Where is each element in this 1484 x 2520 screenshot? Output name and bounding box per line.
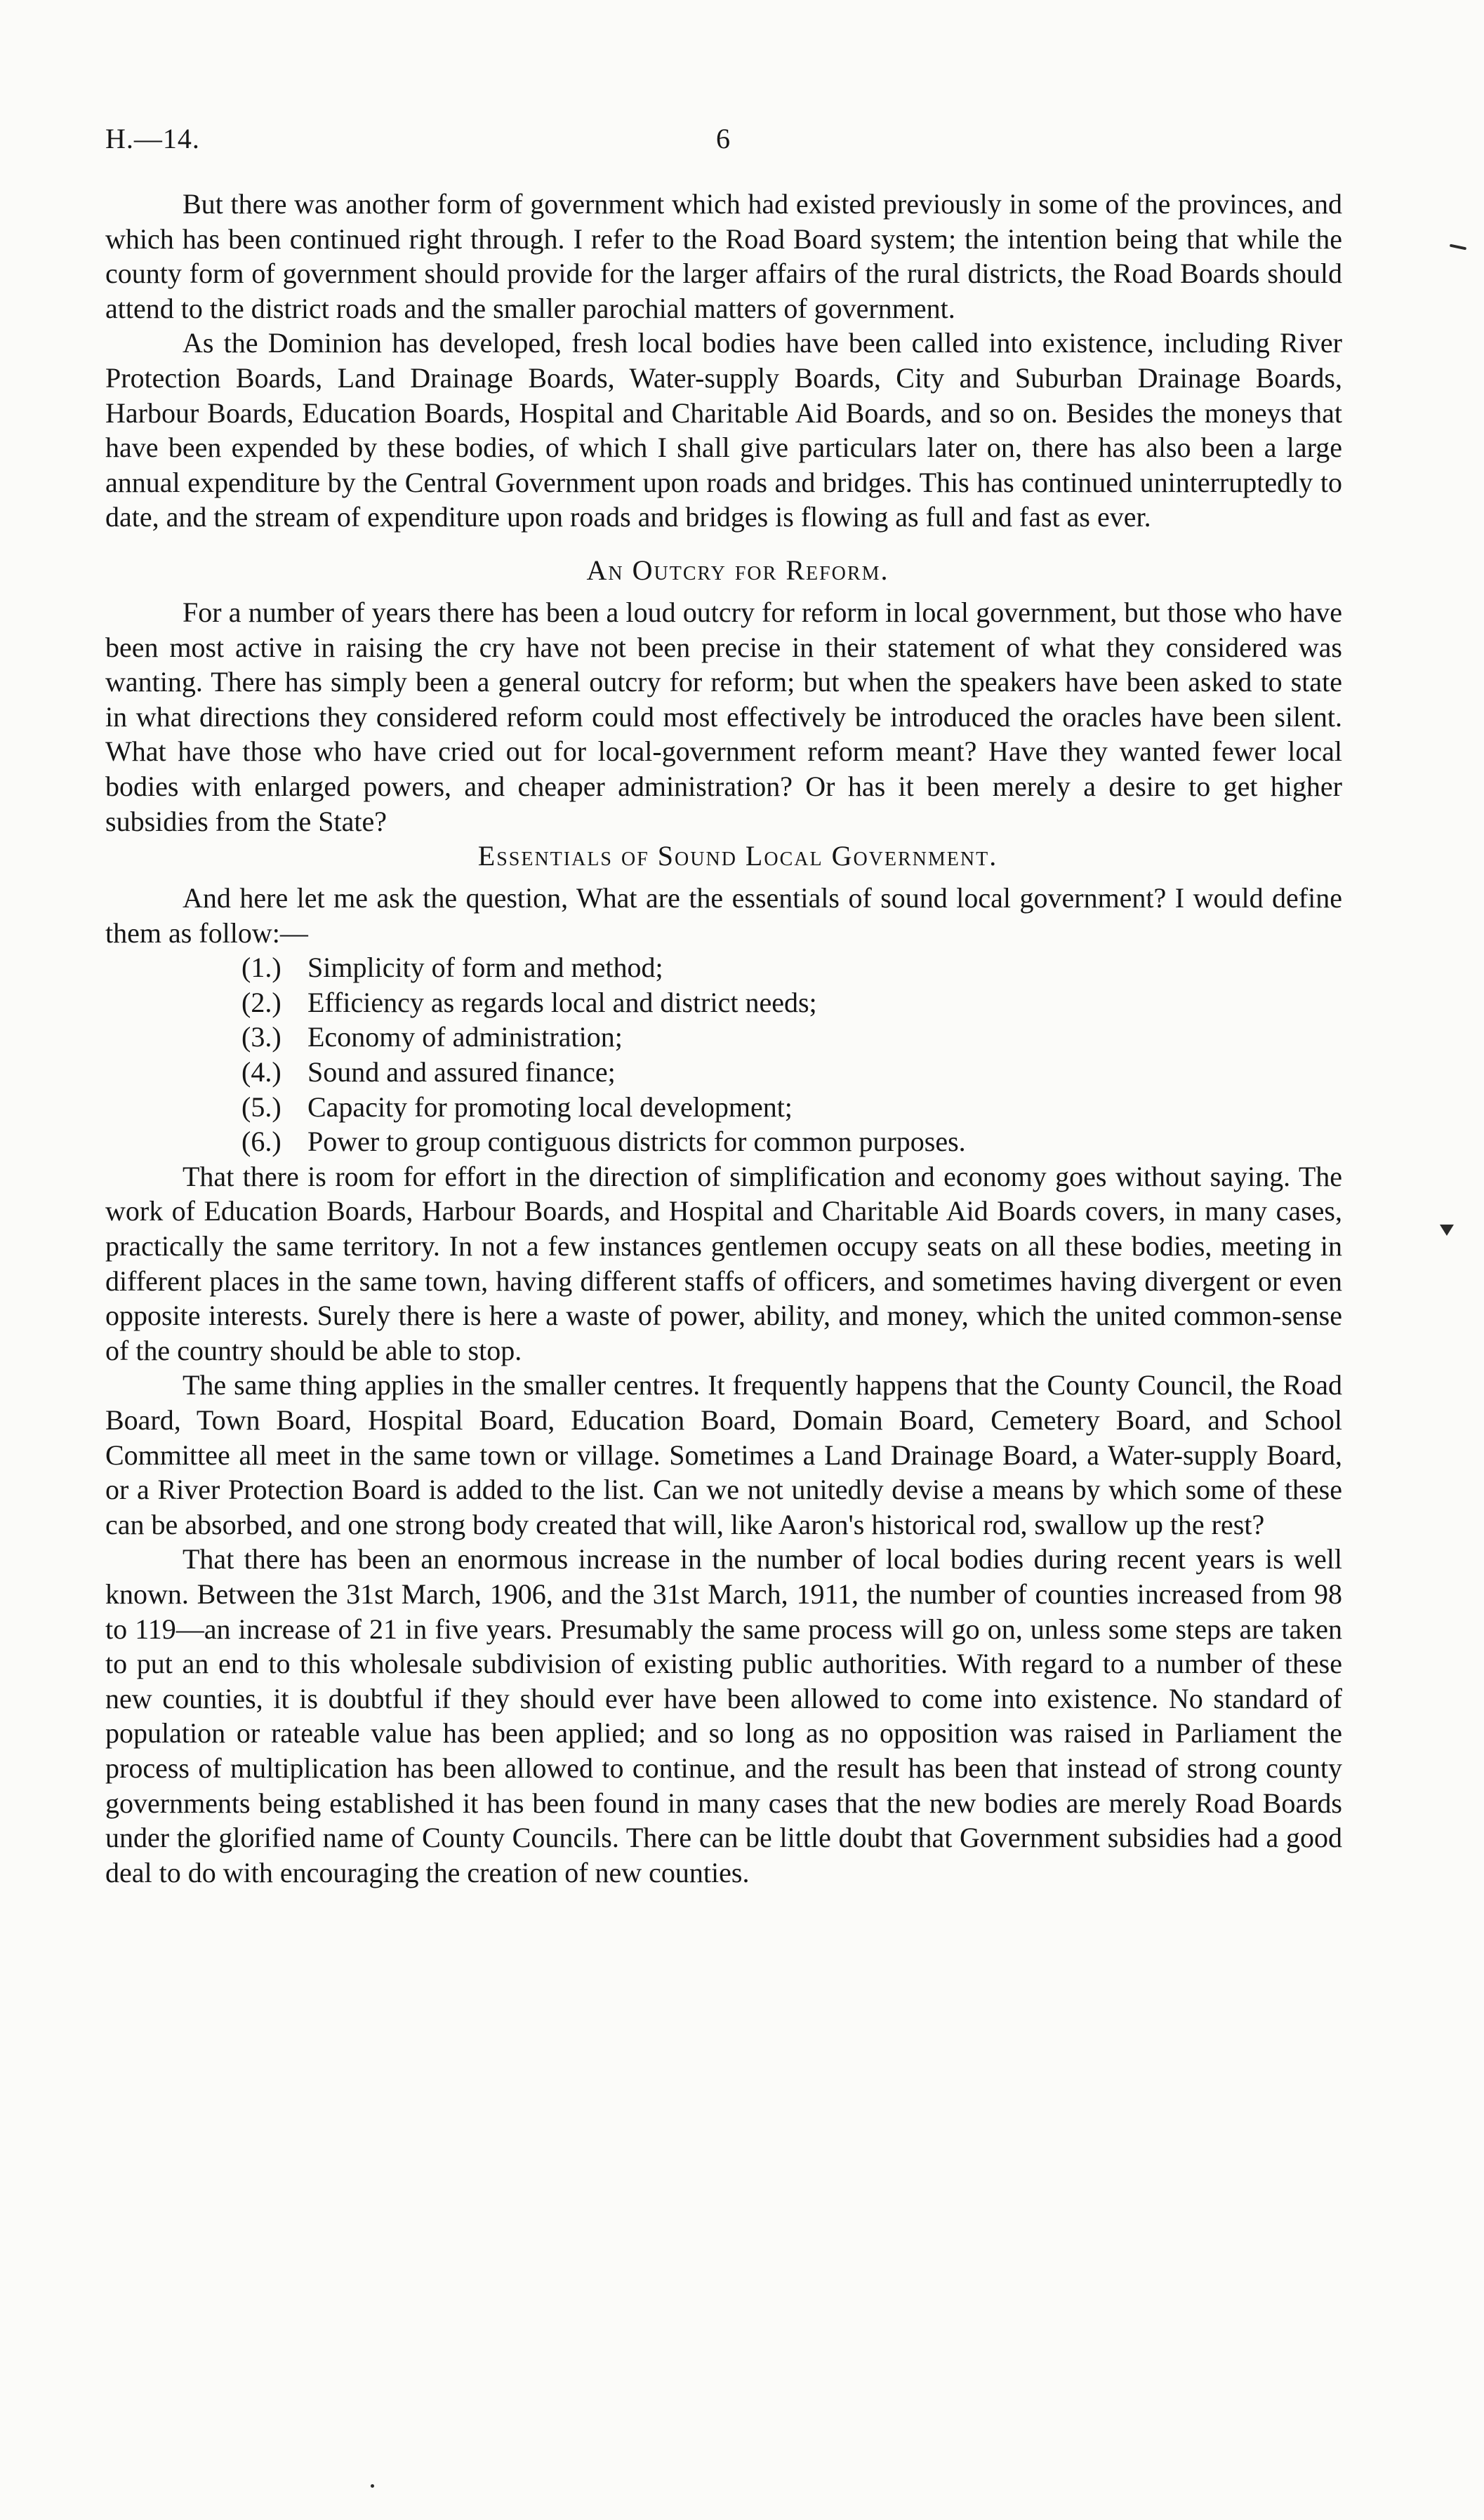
paragraph-simplification: That there is room for effort in the direction of simplification and economy goes without saying. The work of Education Boards, Harbour Boards, and Hospital and Charitable Aid Boards covers, in many cases, practically the same territory. In not a few instances gentlemen occupy seats on all these bodies, meeting in different places in the same town, having different staffs of officers, and sometimes having divergent or even opposite interests. Surely there is here a waste of power, ability, and money, which the united common-sense of the country should be able to stop.: [105, 1160, 1342, 1366]
list-item-text: Capacity for promoting local development;: [307, 1091, 793, 1123]
heading-outcry-for-reform: An Outcry for Reform.: [586, 554, 889, 586]
list-item-number: (4.): [241, 1056, 281, 1088]
list-item-text: Power to group contiguous districts for common purposes.: [307, 1126, 966, 1158]
heading-essentials: Essentials of Sound Local Government.: [477, 840, 998, 872]
list-item-number: (2.): [241, 986, 281, 1018]
list-item-number: (1.): [241, 952, 281, 984]
list-item-number: (3.): [241, 1021, 281, 1053]
page-number: 6: [716, 123, 730, 154]
list-item: [241, 1020, 1342, 1055]
body-text: [105, 187, 1342, 1890]
list-item: [241, 950, 1342, 985]
list-item: [241, 1055, 1342, 1090]
list-item: [241, 985, 1342, 1020]
paragraph-outcry: For a number of years there has been a loud outcry for reform in local government, but those who have been most active in raising the cry have not been precise in their statement of what they considered was wanting. There has simply been a general outcry for reform; but when the speakers have been asked to state in what directions they considered reform could most effectively be introduced the oracles have been silent. What have those who have cried out for local-government reform meant? Have they wanted fewer local bodies with enlarged powers, and cheaper administration? Or has it been merely a desire to get higher subsidies from the State?: [105, 596, 1342, 837]
list-item-number: (6.): [241, 1126, 281, 1158]
list-item-text: Sound and assured finance;: [307, 1056, 616, 1088]
list-item-number: (5.): [241, 1091, 281, 1123]
paragraph-smaller-centres: The same thing applies in the smaller centres. It frequently happens that the County Council, the Road Board, Town Board, Hospital Board, Education Board, Domain Board, Cemetery Board, and School Committee all meet in the same town or village. Sometimes a Land Drainage Board, a Water-supply Board, or a River Protection Board is added to the list. Can we not unitedly devise a means by which some of these can be absorbed, and one strong body created that will, like Aaron's historical rod, swallow up the rest?: [105, 1369, 1342, 1540]
paragraph-increase-local-bodies: That there has been an enormous increase in the number of local bodies during recent years is well known. Between the 31st March, 1906, and the 31st March, 1911, the number of counties increased from 98 to 119—an increase of 21 in five years. Presumably the same process will go on, unless some steps are taken to put an end to this wholesale subdivision of existing public authorities. With regard to a number of these new counties, it is doubtful if they should ever have been allowed to come into existence. No standard of population or rateable value has been applied; and so long as no opposition was raised in Parliament the process of multiplication has been allowed to continue, and the result has been that instead of strong county governments being established it has been found in many cases that the new bodies are merely Road Boards under the glorified name of County Councils. There can be little doubt that Government subsidies had a good deal to do with encouraging the creation of new counties.: [105, 1543, 1342, 1888]
paragraph-road-board-system: But there was another form of government which had existed previously in some of the provinces, and which has been continued right through. I refer to the Road Board system; the intention being that while the county form of government should provide for the larger affairs of the rural districts, the Road Boards should attend to the district roads and the smaller parochial matters of government.: [105, 188, 1342, 324]
list-item: [241, 1090, 1342, 1125]
list-item-text: Simplicity of form and method;: [307, 952, 663, 984]
margin-ink-mark: [1440, 1225, 1454, 1236]
list-item-text: Economy of administration;: [307, 1021, 623, 1053]
document-reference: H.—14.: [105, 123, 200, 154]
ink-speck: [371, 2484, 374, 2488]
running-header: [105, 118, 1369, 160]
margin-ink-mark: [1450, 244, 1466, 251]
essentials-list: [105, 950, 1342, 1159]
paragraph-dominion-developed: As the Dominion has developed, fresh local bodies have been called into existence, including River Protection Boards, Land Drainage Boards, Water-supply Boards, City and Suburban Drainage Boards, Harbour Boards, Education Boards, Hospital and Charitable Aid Boards, and so on. Besides the moneys that have been expended by these bodies, of which I shall give particulars later on, there has also been a large annual expenditure by the Central Government upon roads and bridges. This has continued uninterruptedly to date, and the stream of expenditure upon roads and bridges is flowing as full and fast as ever.: [105, 327, 1342, 533]
paragraph-essentials-question: And here let me ask the question, What are the essentials of sound local government? I would define them as follow:—: [105, 882, 1342, 949]
list-item: [241, 1124, 1342, 1159]
list-item-text: Efficiency as regards local and district needs;: [307, 986, 817, 1018]
